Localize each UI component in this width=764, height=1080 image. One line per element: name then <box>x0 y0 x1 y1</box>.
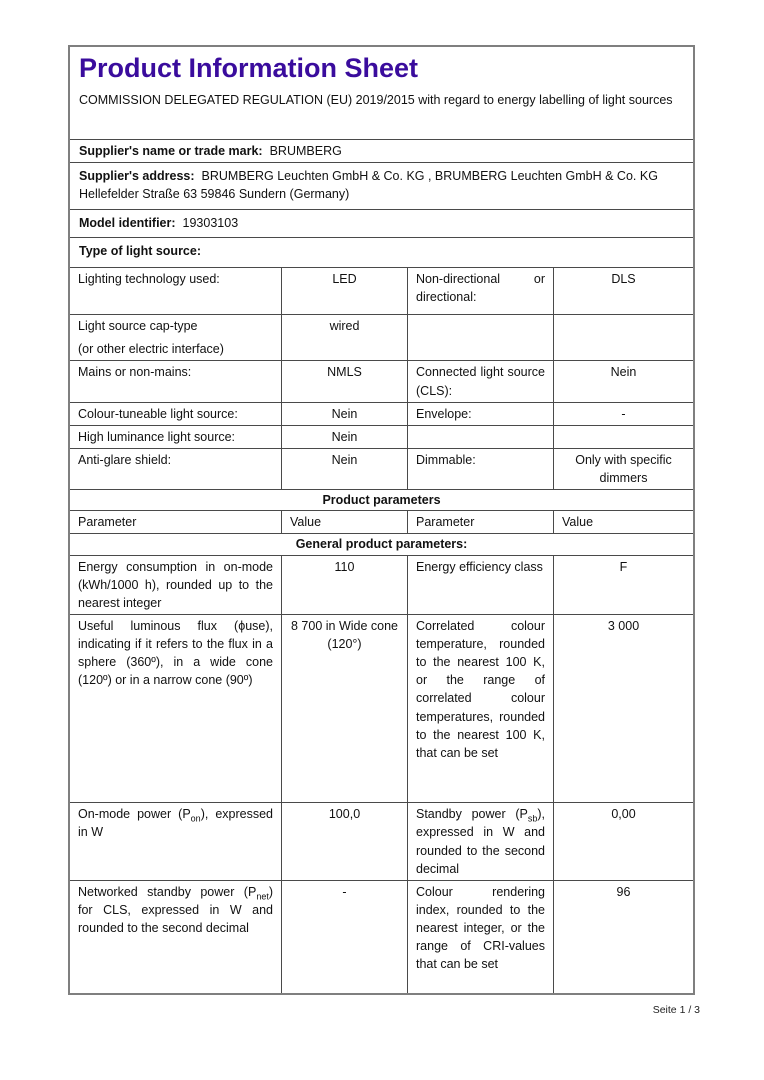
supplier-name-label: Supplier's name or trade mark: <box>79 144 263 158</box>
model-identifier-row <box>70 209 693 237</box>
table-row <box>70 614 693 802</box>
value-cell: 100,0 <box>281 803 407 880</box>
param-cell: Networked standby power $(P_{net})$ for CLS, expressed in W and rounded to the second decimal <box>78 884 273 936</box>
value-cell: 3 000 <box>553 615 693 802</box>
table-row <box>70 402 693 425</box>
column-header: Value <box>281 511 407 533</box>
page-number: Seite 1 / 3 <box>652 1004 700 1016</box>
value-cell: - <box>281 881 407 993</box>
param-cell: Non-directional or directional: <box>407 268 553 314</box>
product-parameters-heading: Product parameters <box>70 489 693 510</box>
table-row <box>70 802 693 880</box>
param-cell: Standby power $(P_{sb})$, expressed in W and rounded to the second decimal <box>407 803 553 880</box>
regulation-text: COMMISSION DELEGATED REGULATION (EU) 2019/2015 with regard to energy labelling of light sources <box>79 93 673 108</box>
param-cell: Energy consumption in on-mode (kWh/1000 h), rounded up to the nearest integer <box>78 559 273 610</box>
model-identifier-label: Model identifier: <box>79 216 176 231</box>
page-title: Product Information Sheet <box>79 53 419 83</box>
subscript: sb <box>527 813 538 824</box>
value-cell: LED <box>281 268 407 314</box>
param-cell: Mains or non-mains: <box>78 365 192 380</box>
value-cell <box>553 315 693 360</box>
table-row <box>70 448 693 489</box>
param-cell: Connected light source (CLS): <box>407 361 553 401</box>
param-cell <box>407 426 553 448</box>
param-cell: Envelope: <box>407 403 553 425</box>
param-cell: On-mode power $(P_{on})$, expressed in W <box>78 806 273 840</box>
subscript: net <box>256 891 269 902</box>
value-cell: 110 <box>281 556 407 614</box>
value-cell <box>553 426 693 448</box>
value-cell: Only with specific dimmers <box>553 449 693 489</box>
value-cell: 96 <box>553 881 693 993</box>
supplier-address-label: Supplier's address: <box>79 169 195 184</box>
column-header: Parameter <box>78 515 137 530</box>
supplier-address-value: BRUMBERG Leuchten GmbH & Co. KG , BRUMBERG Leuchten GmbH & Co. KG Hellefelder Straße 63 59846 Sundern (Germany) <box>79 169 658 202</box>
header-block <box>70 47 693 139</box>
model-identifier-value: 19303103 <box>182 216 239 231</box>
param-cell: Energy efficiency class <box>407 556 553 614</box>
product-info-sheet <box>68 45 695 995</box>
param-cell: Dimmable: <box>407 449 553 489</box>
table-row <box>70 555 693 614</box>
table-row <box>70 425 693 448</box>
cap-type-line1: Light source cap-type <box>78 319 198 334</box>
param-cell: Lighting technology used: <box>78 272 220 287</box>
value-cell: Nein <box>281 449 407 489</box>
value-cell: Nein <box>281 426 407 448</box>
type-of-light-source-heading: Type of light source: <box>70 237 693 267</box>
value-cell: NMLS <box>281 361 407 401</box>
table-row <box>70 880 693 993</box>
param-cell: Colour-tuneable light source: <box>78 406 238 421</box>
subscript: on <box>190 813 201 824</box>
general-product-parameters-heading: General product parameters: <box>70 533 693 554</box>
param-cell <box>70 315 281 360</box>
supplier-name-value: BRUMBERG <box>269 144 342 158</box>
value-cell: Nein <box>281 403 407 425</box>
table-row <box>70 314 693 360</box>
value-cell: DLS <box>553 268 693 314</box>
column-header: Parameter <box>407 511 553 533</box>
supplier-address-row <box>70 162 693 209</box>
cap-type-line2: (or other electric interface) <box>78 342 224 357</box>
value-cell: 0,00 <box>553 803 693 880</box>
column-header: Value <box>553 511 693 533</box>
value-cell: Nein <box>553 361 693 401</box>
table-row <box>70 360 693 401</box>
param-cell: High luminance light source: <box>78 429 236 444</box>
value-cell: wired <box>281 315 407 360</box>
value-cell: 8 700 in Wide cone (120°) <box>281 615 407 802</box>
param-cell: Correlated colour temperature, rounded to the nearest 100 K, or the range of correlated colour temperatures, rounded to the nearest 100 K, that can be set <box>407 615 553 802</box>
value-cell: - <box>553 403 693 425</box>
param-cell: Colour rendering index, rounded to the nearest integer, or the range of CRI-values that can be set <box>407 881 553 993</box>
supplier-name-row <box>70 139 693 162</box>
param-cell <box>407 315 553 360</box>
value-cell: F <box>553 556 693 614</box>
table-row <box>70 267 693 314</box>
param-cell: Useful luminous flux (ϕuse), indicating if it refers to the flux in a sphere (360º), in a wide cone (120º) or in a narrow cone (90º) <box>78 618 273 688</box>
param-cell: Anti-glare shield: <box>78 452 172 467</box>
column-header-row <box>70 510 693 533</box>
